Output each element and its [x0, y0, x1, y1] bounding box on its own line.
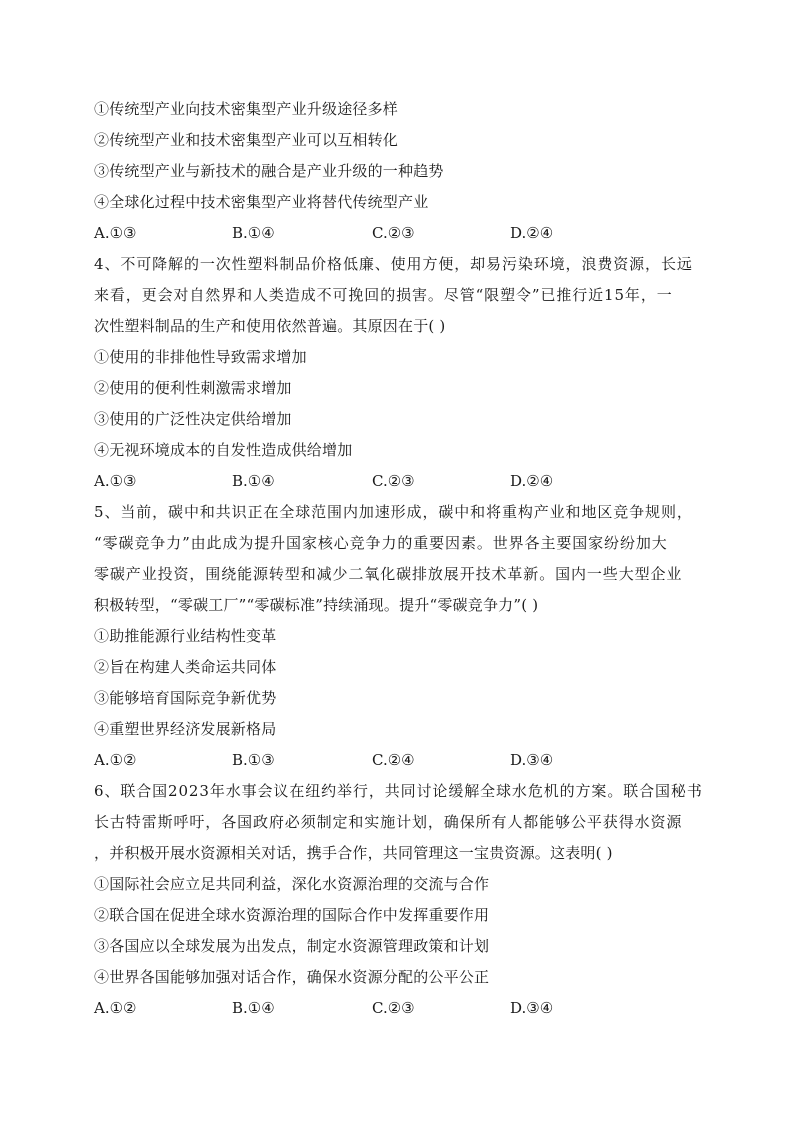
question-stem-line: 6、联合国2023年水事会议在纽约举行，共同讨论缓解全球水危机的方案。联合国秘书 [94, 782, 703, 800]
statement-line: ③传统型产业与新技术的融合是产业升级的一种趋势 [94, 162, 444, 180]
statement-line: ③各国应以全球发展为出发点，制定水资源管理政策和计划 [94, 937, 490, 955]
statement-line: ②传统型产业和技术密集型产业可以互相转化 [94, 131, 399, 149]
statement-line: ③使用的广泛性决定供给增加 [94, 410, 292, 428]
question-6 [94, 776, 703, 1024]
question-3 [94, 94, 700, 249]
statement-line: ②旨在构建人类命运共同体 [94, 658, 277, 676]
option-c: C.②③ [372, 472, 415, 490]
statement-line: ④全球化过程中技术密集型产业将替代传统型产业 [94, 193, 429, 211]
question-stem-line: 来看，更会对自然界和人类造成不可挽回的损害。尽管“限塑令”已推行近15年，一 [94, 286, 673, 304]
question-stem-line: 零碳产业投资，围绕能源转型和减少二氧化碳排放展开技术革新。国内一些大型企业 [94, 565, 683, 583]
statement-line: ③能够培育国际竞争新优势 [94, 689, 277, 707]
question-stem-line: ，并积极开展水资源相关对话，携手合作，共同管理这一宝贵资源。这表明( ) [94, 844, 613, 862]
question-stem-line: 长古特雷斯呼吁，各国政府必须制定和实施计划，确保所有人都能够公平获得水资源 [94, 813, 683, 831]
statement-line: ①国际社会应立足共同利益，深化水资源治理的交流与合作 [94, 875, 490, 893]
question-stem-line: 次性塑料制品的生产和使用依然普遍。其原因在于( ) [94, 317, 446, 335]
statement-line: ④重塑世界经济发展新格局 [94, 720, 277, 738]
option-a: A.①③ [94, 472, 137, 490]
statement-line: ④世界各国能够加强对话合作，确保水资源分配的公平公正 [94, 968, 490, 986]
exam-page [94, 94, 703, 1024]
question-stem-line: 4、不可降解的一次性塑料制品价格低廉、使用方便，却易污染环境，浪费资源，长远 [94, 255, 693, 273]
statement-line: ①使用的非排他性导致需求增加 [94, 348, 307, 366]
option-d: D.③④ [510, 751, 554, 769]
answer-options [94, 745, 700, 776]
question-stem-line: 5、当前，碳中和共识正在全球范围内加速形成，碳中和将重构产业和地区竞争规则， [94, 503, 693, 521]
answer-options [94, 993, 700, 1024]
answer-options [94, 466, 700, 497]
statement-line: ①传统型产业向技术密集型产业升级途径多样 [94, 100, 399, 118]
option-d: D.②④ [510, 472, 554, 490]
option-a: A.①② [94, 999, 137, 1017]
question-5 [94, 497, 700, 776]
answer-options [94, 218, 700, 249]
question-stem-line: 积极转型，“零碳工厂”“零碳标准”持续涌现。提升“零碳竞争力”( ) [94, 596, 539, 614]
option-c: C.②③ [372, 999, 415, 1017]
option-b: B.①③ [232, 751, 275, 769]
option-d: D.②④ [510, 224, 554, 242]
statement-line: ④无视环境成本的自发性造成供给增加 [94, 441, 353, 459]
statement-line: ①助推能源行业结构性变革 [94, 627, 277, 645]
option-a: A.①③ [94, 224, 137, 242]
question-4 [94, 249, 700, 497]
option-c: C.②④ [372, 751, 415, 769]
option-b: B.①④ [232, 999, 275, 1017]
option-b: B.①④ [232, 472, 275, 490]
option-c: C.②③ [372, 224, 415, 242]
option-b: B.①④ [232, 224, 275, 242]
statement-line: ②使用的便利性刺激需求增加 [94, 379, 292, 397]
statement-line: ②联合国在促进全球水资源治理的国际合作中发挥重要作用 [94, 906, 490, 924]
option-d: D.③④ [510, 999, 554, 1017]
question-stem-line: “零碳竞争力”由此成为提升国家核心竞争力的重要因素。世界各主要国家纷纷加大 [94, 534, 668, 552]
option-a: A.①② [94, 751, 137, 769]
